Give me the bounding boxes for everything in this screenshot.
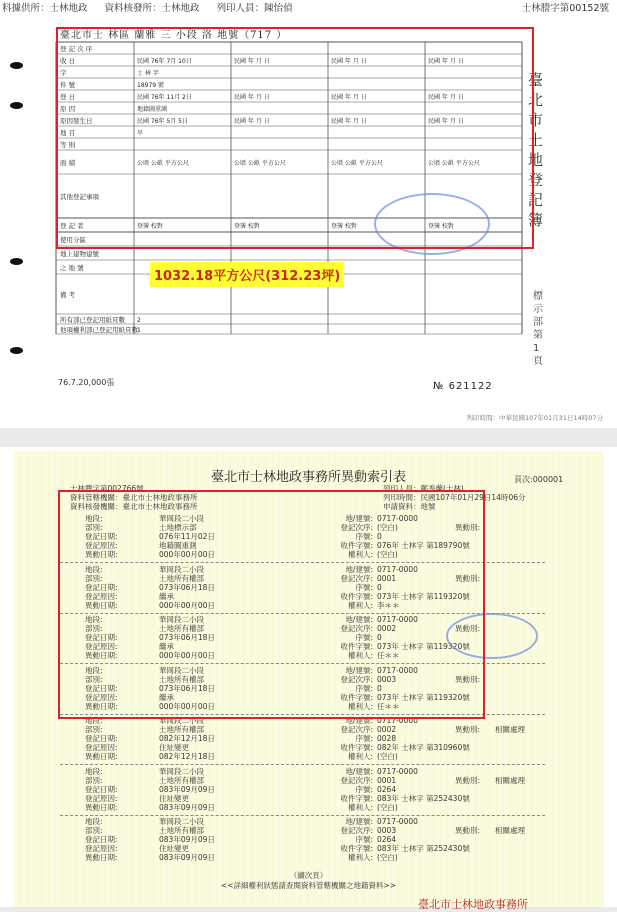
record-label: 權利人:: [347, 701, 373, 711]
highlight-box-2: [58, 490, 485, 719]
record-label: 登記日期:: [85, 683, 118, 693]
record-value: 0028: [377, 734, 397, 743]
record-value: 土地所有權部: [159, 725, 204, 734]
row-label: 原 因: [60, 105, 76, 113]
row-cell: 登簿 校對: [234, 223, 260, 230]
record-label: 部別:: [85, 674, 103, 684]
record-label: 部別:: [85, 826, 103, 835]
row-cell: 1: [137, 327, 141, 334]
row-label: 原因發生日: [60, 117, 93, 125]
record-value: 000年00月00日: [159, 550, 215, 559]
record-label: 登記次序:: [340, 624, 373, 633]
record-value: 073年06月18日: [159, 633, 215, 642]
record-value: 083年 士林字 第252430號: [377, 793, 470, 803]
record-value: 0001: [377, 775, 397, 785]
record-value: 083年 士林字 第252430號: [377, 844, 470, 853]
record-value: 土地所有權部: [159, 573, 204, 583]
record-label: 地/建號:: [345, 514, 373, 523]
record-separator: [60, 815, 545, 816]
punch-hole: [10, 258, 23, 265]
record-label: 登記日期:: [85, 582, 118, 592]
meta-line: 士林謄字第002766號: [70, 484, 144, 493]
record-value: 0717-0000: [377, 564, 418, 574]
doc-header: [2, 0, 307, 14]
print-time: 列印時間：中華民國107年01月31日14時07分: [466, 414, 603, 422]
record-label: 異動日期:: [85, 550, 118, 559]
form-footnote: 76.7.20,000張: [58, 378, 115, 387]
record-label: 收件字號:: [340, 642, 373, 651]
record-value: 相關處理: [495, 775, 525, 785]
record-value: 0: [377, 633, 382, 642]
record-entry: [85, 716, 535, 770]
row-cell: 民國 76年 11月 2日: [137, 94, 192, 101]
header-item: 料據供所：士林地政: [2, 3, 88, 14]
record-entry: [85, 767, 535, 821]
record-label: 登記原因:: [85, 844, 118, 853]
continued-note: （續次頁）: [289, 871, 328, 880]
row-cell: 民國 年 月 日: [428, 94, 464, 101]
row-cell: 旱: [137, 130, 144, 137]
record-value: 000年00月00日: [159, 651, 215, 660]
record-label: 異動日期:: [85, 802, 118, 812]
record-label: 序號:: [355, 683, 373, 693]
record-value: 華岡段二小段: [159, 716, 204, 725]
row-cell: 登簿 校對: [331, 223, 357, 230]
record-label: 部別:: [85, 725, 103, 734]
punch-hole: [10, 62, 23, 69]
record-label: 異動別:: [455, 523, 481, 532]
record-label: 登記原因:: [85, 793, 118, 803]
row-cell: 民國 年 月 日: [234, 94, 270, 101]
record-label: 異動別:: [455, 674, 481, 684]
record-value: (空白): [377, 752, 398, 761]
record-value: (空白): [377, 550, 398, 559]
record-label: 權利人:: [347, 802, 373, 812]
header-item: 資料核發所：士林地政: [104, 3, 200, 14]
record-value: 繼承: [159, 642, 174, 651]
row-cell: 民國 年 月 日: [428, 118, 464, 125]
index-table-title: 臺北市士林地政事務所異動索引表: [210, 470, 406, 485]
record-label: 收件字號:: [340, 541, 373, 550]
record-value: 華岡段二小段: [159, 615, 204, 624]
record-value: 083年09月09日: [159, 853, 215, 862]
page-number: 頁次:000001: [514, 475, 564, 484]
record-label: 部別:: [85, 624, 103, 633]
row-label: 等 則: [60, 141, 76, 149]
record-label: 異動別:: [455, 826, 481, 835]
record-label: 登記原因:: [85, 541, 118, 550]
record-label: 登記次序:: [340, 573, 373, 583]
land-register-page: [0, 0, 617, 428]
record-label: 地段:: [85, 665, 103, 675]
record-label: 異動日期:: [85, 701, 118, 711]
record-value: 0264: [377, 835, 397, 844]
record-value: 地籍圖重測: [159, 541, 197, 550]
record-value: 083年09月09日: [159, 835, 215, 844]
record-label: 登記次序:: [340, 826, 373, 835]
highlight-box: [56, 27, 534, 249]
record-label: 異動日期:: [85, 853, 118, 862]
row-label: 字: [60, 69, 67, 77]
row-label: 件 號: [60, 81, 76, 89]
record-value: 0717-0000: [377, 665, 418, 675]
record-value: 083年09月09日: [159, 784, 215, 794]
vertical-title: 臺北市土地登記簿: [528, 71, 544, 229]
record-label: 序號:: [355, 532, 373, 541]
record-label: 部別:: [85, 573, 103, 583]
record-value: 0264: [377, 784, 397, 794]
record-label: 權利人:: [347, 853, 373, 862]
record-entry: [85, 817, 535, 871]
record-label: 登記次序:: [340, 523, 373, 532]
record-label: 地段:: [85, 766, 103, 776]
record-label: 異動別:: [455, 624, 481, 633]
record-value: 土地所有權部: [159, 826, 204, 835]
record-separator: [60, 764, 545, 765]
record-label: 權利人:: [347, 752, 373, 761]
record-label: 登記原因:: [85, 591, 118, 601]
punch-hole: [10, 347, 23, 354]
record-value: 0717-0000: [377, 817, 418, 826]
record-label: 收件字號:: [340, 793, 373, 803]
record-value: 000年00月00日: [159, 701, 215, 711]
header-item: 列印人員：陳怡偵: [216, 3, 293, 14]
record-value: 0001: [377, 573, 397, 583]
office-footer: 臺北市士林地政事務所: [418, 898, 528, 911]
row-cell: 民國 76年 5月 5日: [137, 118, 188, 125]
record-label: 地/建號:: [345, 665, 373, 675]
record-value: 082年12月18日: [159, 752, 215, 761]
record-value: 住址變更: [159, 844, 189, 853]
record-label: 登記次序:: [340, 674, 373, 684]
record-label: 序號:: [355, 784, 373, 794]
record-value: 073年 士林字 第119320號: [377, 692, 470, 702]
record-value: 0002: [377, 725, 397, 734]
row-label: 登 日: [60, 93, 76, 101]
row-cell: 民國 年 月 日: [428, 58, 464, 65]
row-cell: 2: [137, 317, 141, 324]
row-cell: 公頃 公畝 平方公尺: [331, 160, 383, 167]
form-title: 臺北市士 林區 蘭雅 三 小段 洛 地號（717 ）: [60, 30, 288, 41]
record-label: 收件字號:: [340, 844, 373, 853]
record-value: 繼承: [159, 591, 174, 601]
record-label: 地段:: [85, 615, 103, 624]
record-label: 登記原因:: [85, 692, 118, 702]
record-label: 權利人:: [347, 600, 373, 610]
record-label: 序號:: [355, 734, 373, 743]
record-value: 0: [377, 532, 382, 541]
row-label: 地上建物建號: [60, 250, 99, 258]
record-value: 任＊＊: [377, 701, 400, 711]
record-label: 收件字號:: [340, 591, 373, 601]
serial-number: № 621122: [433, 381, 493, 392]
record-value: 0717-0000: [377, 615, 418, 624]
record-value: 0: [377, 683, 382, 693]
record-value: 0717-0000: [377, 514, 418, 523]
record-value: 073年 士林字 第119320號: [377, 642, 470, 651]
record-value: (空白): [377, 853, 398, 862]
record-value: 相關處理: [495, 725, 525, 734]
record-value: 083年09月09日: [159, 802, 215, 812]
record-label: 部別:: [85, 523, 103, 532]
footer-note: <<詳細權利狀態請查閱資料管轄機關之地籍資料>>: [220, 881, 397, 890]
record-label: 異動別:: [455, 573, 481, 583]
record-value: 073年06月18日: [159, 683, 215, 693]
row-label: 登 記 次 序: [60, 45, 93, 53]
record-value: 華岡段二小段: [159, 514, 204, 523]
row-cell: 地籍圖重測: [137, 106, 168, 113]
record-value: 土地所有權部: [159, 674, 204, 684]
record-label: 地段:: [85, 514, 103, 523]
record-label: 地/建號:: [345, 716, 373, 725]
record-label: 地段:: [85, 564, 103, 574]
row-label: 使用分區: [60, 236, 86, 244]
record-label: 登記原因:: [85, 642, 118, 651]
record-label: 登記原因:: [85, 743, 118, 752]
row-cell: 18979 號: [137, 82, 164, 89]
record-value: 華岡段二小段: [159, 665, 204, 675]
record-value: 073年 士林字 第119320號: [377, 591, 470, 601]
record-label: 異動別:: [455, 725, 481, 734]
row-label: 地 目: [60, 129, 76, 137]
record-value: 華岡段二小段: [159, 766, 204, 776]
row-label: 收 日: [60, 57, 76, 65]
row-cell: 公頃 公畝 平方公尺: [428, 160, 480, 167]
record-value: 0003: [377, 826, 397, 835]
row-label: 之 地 號: [60, 264, 84, 272]
row-cell: 公頃 公畝 平方公尺: [234, 160, 286, 167]
record-label: 地段:: [85, 817, 103, 826]
record-label: 異動別:: [455, 775, 481, 785]
record-label: 異動日期:: [85, 651, 118, 660]
record-label: 異動日期:: [85, 600, 118, 610]
row-label: 其他登記事項: [60, 193, 99, 201]
record-value: 住址變更: [159, 793, 189, 803]
record-value: 任＊＊: [377, 651, 400, 660]
record-label: 異動日期:: [85, 752, 118, 761]
record-value: 土地標示部: [159, 523, 197, 532]
record-value: 相關處理: [495, 826, 525, 835]
record-value: 0717-0000: [377, 716, 418, 725]
row-cell: 民國 年 月 日: [234, 118, 270, 125]
record-value: 076年 士林字 第189790號: [377, 541, 470, 550]
meta-line: 列印人員：鄭秀蘭(士林): [383, 484, 464, 493]
row-label: 備 考: [60, 291, 76, 299]
side-label: 標示部第 1 頁: [533, 291, 543, 367]
record-label: 權利人:: [347, 651, 373, 660]
row-label: 面 積: [60, 159, 76, 167]
record-value: 073年06月18日: [159, 582, 215, 592]
record-label: 登記日期:: [85, 633, 118, 642]
record-value: 0003: [377, 674, 397, 684]
record-value: 0002: [377, 624, 397, 633]
record-label: 登記日期:: [85, 835, 118, 844]
row-cell: 登簿 校對: [137, 223, 163, 230]
record-value: 082年 士林字 第310960號: [377, 743, 470, 752]
meta-line: 申請資料：地號: [383, 502, 436, 511]
record-value: 082年12月18日: [159, 734, 215, 743]
record-value: (空白): [377, 802, 398, 812]
record-label: 登記次序:: [340, 725, 373, 734]
header-doc-number: 士林謄字第00152號: [521, 3, 609, 14]
record-value: 000年00月00日: [159, 600, 215, 610]
record-label: 登記日期:: [85, 734, 118, 743]
record-label: 地段:: [85, 716, 103, 725]
record-label: 登記日期:: [85, 784, 118, 794]
row-cell: 公頃 公畝 平方公尺: [137, 160, 189, 167]
row-cell: 民國 年 月 日: [331, 58, 367, 65]
row-cell: 士 林 字: [137, 70, 159, 77]
record-value: 0717-0000: [377, 766, 418, 776]
area-highlight: 1032.18平方公尺(312.23坪): [150, 262, 344, 287]
row-cell: 民國 76年 7月 10日: [137, 58, 192, 65]
record-label: 收件字號:: [340, 743, 373, 752]
row-cell: 民國 年 月 日: [331, 94, 367, 101]
record-label: 序號:: [355, 582, 373, 592]
record-value: 076年11月02日: [159, 532, 215, 541]
record-value: 0: [377, 582, 382, 592]
record-value: 華岡段二小段: [159, 564, 204, 574]
record-label: 登記日期:: [85, 532, 118, 541]
meta-line: 資料管轄機關：臺北市士林地政事務所: [70, 493, 198, 502]
record-value: 繼承: [159, 692, 174, 702]
record-label: 地/建號:: [345, 766, 373, 776]
record-label: 權利人:: [347, 550, 373, 559]
meta-line: 列印時間：民國107年01月29日14時06分: [383, 493, 526, 502]
record-value: 華岡段二小段: [159, 817, 204, 826]
record-label: 序號:: [355, 633, 373, 642]
record-value: 土地所有權部: [159, 775, 204, 785]
meta-line: 資料核發機關：臺北市士林地政事務所: [70, 502, 198, 511]
punch-hole: [10, 102, 23, 109]
record-value: 土地所有權部: [159, 624, 204, 633]
record-value: 李＊＊: [377, 600, 400, 610]
record-label: 收件字號:: [340, 692, 373, 702]
row-label: 所有部已登記用紙頁數: [60, 316, 125, 324]
record-label: 序號:: [355, 835, 373, 844]
row-cell: 登簿 校對: [428, 223, 454, 230]
record-label: 地/建號:: [345, 817, 373, 826]
record-label: 部別:: [85, 775, 103, 785]
row-cell: 民國 年 月 日: [331, 118, 367, 125]
row-label: 他項權利部已登記用紙頁數: [60, 326, 138, 334]
record-label: 地/建號:: [345, 615, 373, 624]
row-label: 登 記 者: [60, 222, 84, 230]
row-cell: 民國 年 月 日: [234, 58, 270, 65]
record-label: 登記次序:: [340, 775, 373, 785]
record-value: 住址變更: [159, 743, 189, 752]
record-label: 地/建號:: [345, 564, 373, 574]
record-value: (空白): [377, 523, 398, 532]
